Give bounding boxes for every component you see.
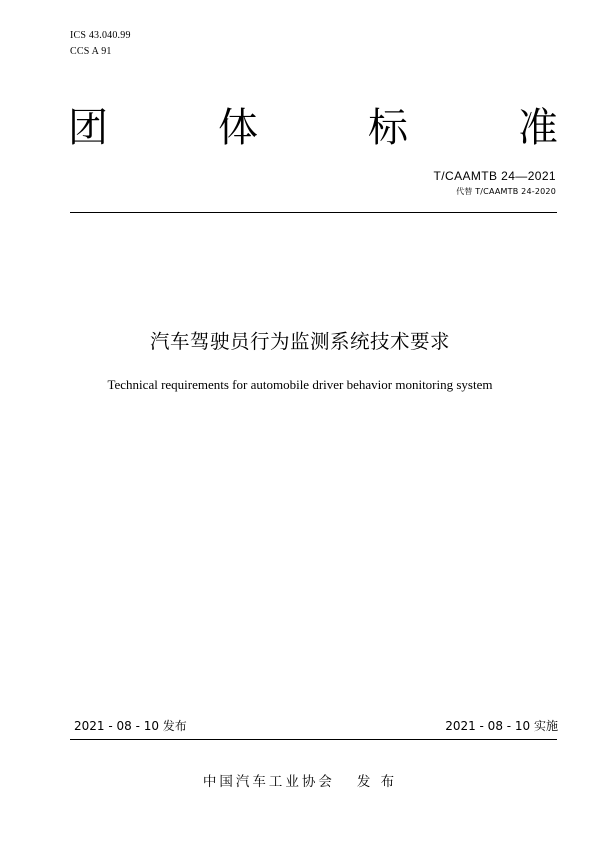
document-title-cn: 汽车驾驶员行为监测系统技术要求 [149,330,450,353]
standard-code: T/CAAMTB 24—2021 [433,169,556,183]
publisher-line [0,772,600,792]
classification-codes [70,28,131,60]
title-char: 体 [218,105,258,151]
title-char: 准 [518,105,558,151]
publish-action: 发 布 [356,774,398,790]
ics-code: ICS 43.040.99 [70,30,131,41]
title-char: 团 [68,105,108,151]
document-title-en: Technical requirements for automobile driver behavior monitoring system [107,377,493,392]
bottom-divider [70,739,557,740]
publish-date: 2021 - 08 - 10 发布 [74,719,187,733]
standard-type-title [68,104,558,152]
top-divider [70,212,557,213]
ccs-code: CCS A 91 [70,46,112,57]
implement-date: 2021 - 08 - 10 实施 [445,719,558,733]
publisher-name: 中国汽车工业协会 [202,774,335,790]
replaces-note: 代替 T/CAAMTB 24-2020 [456,187,556,196]
title-char: 标 [368,105,408,151]
